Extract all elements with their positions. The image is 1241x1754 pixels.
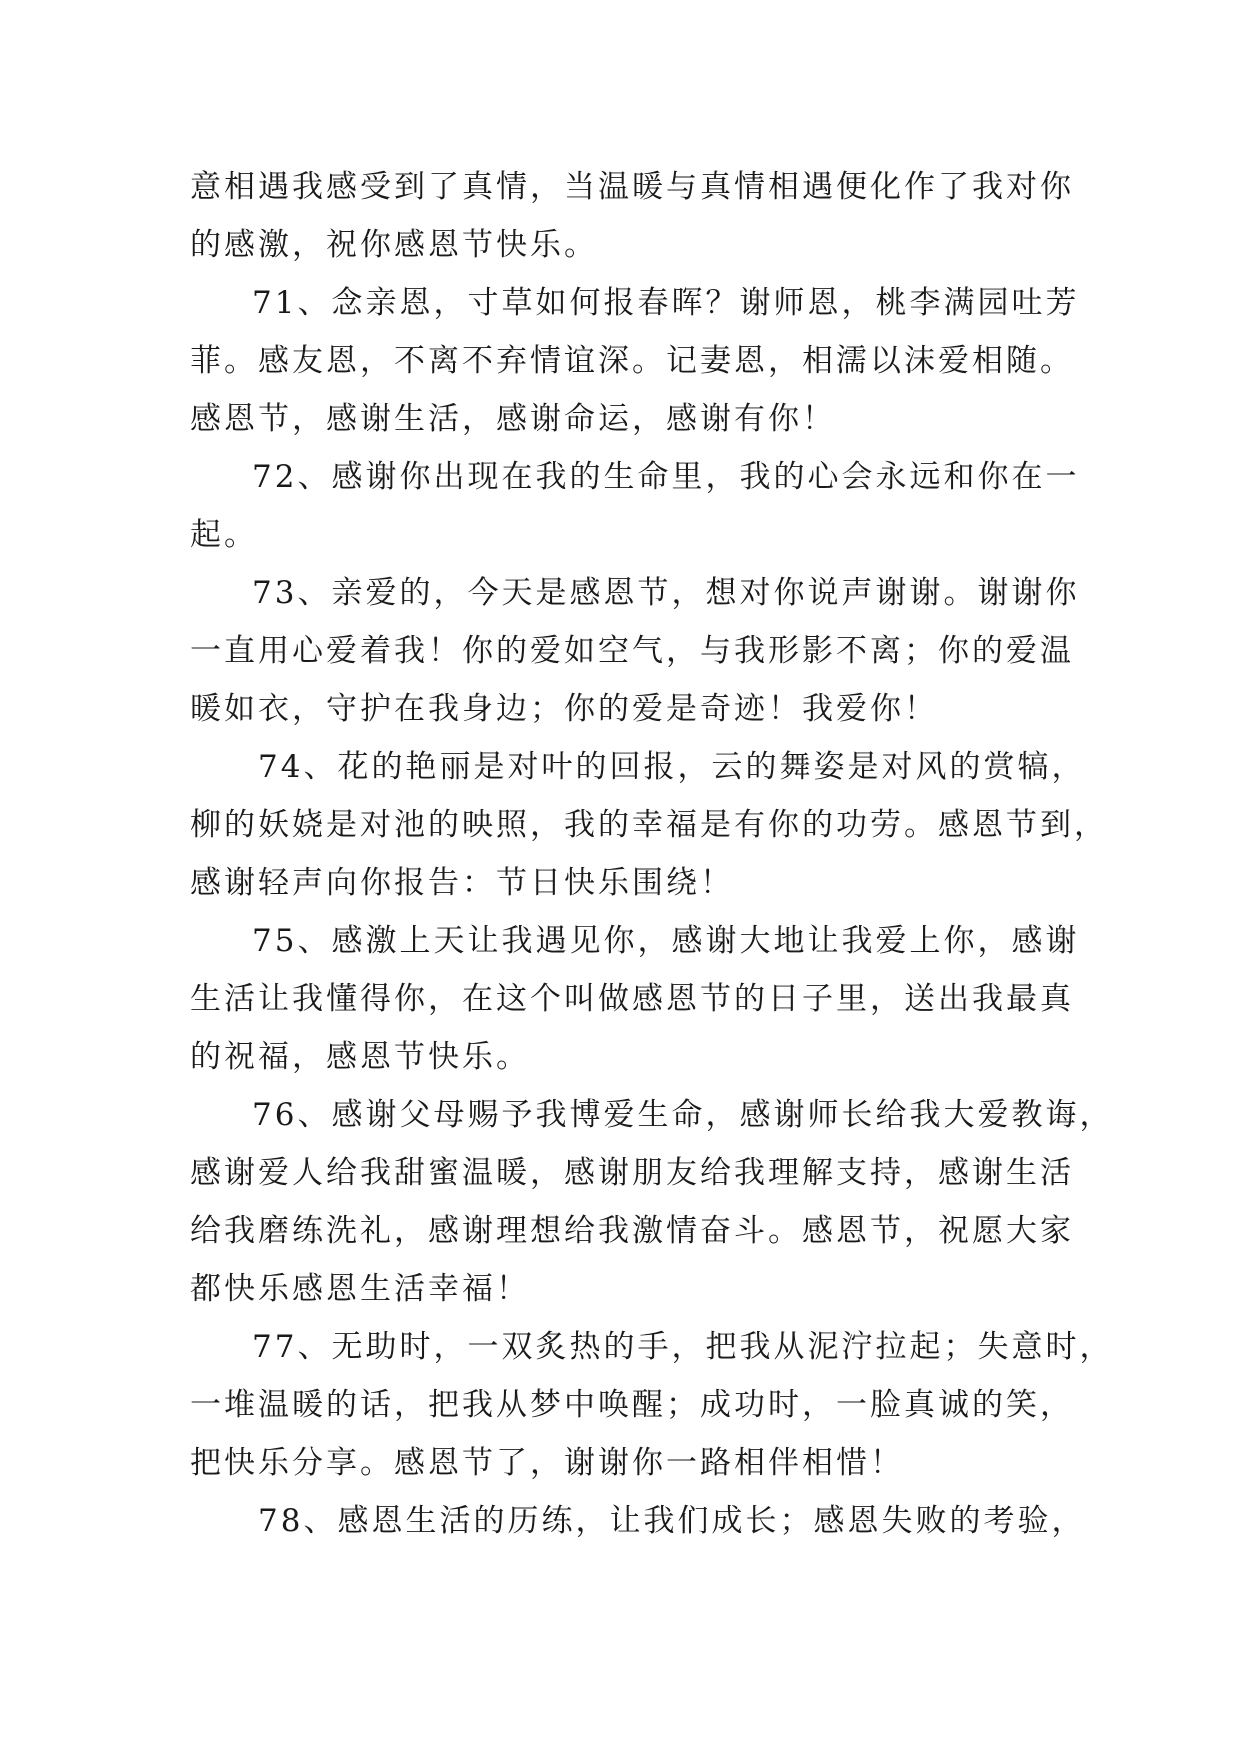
text-line: 把快乐分享。感恩节了，谢谢你一路相伴相惜！	[190, 1445, 904, 1481]
text-line: 感谢轻声向你报告：节日快乐围绕！	[190, 865, 734, 901]
text-line: 75、感激上天让我遇见你，感谢大地让我爱上你，感谢	[252, 923, 1080, 959]
text-line: 78、感恩生活的历练，让我们成长；感恩失败的考验，	[258, 1503, 1086, 1539]
paragraph-73	[190, 564, 1080, 738]
text-line: 74、花的艳丽是对叶的回报，云的舞姿是对风的赏犒，	[258, 749, 1086, 785]
text-line: 意相遇我感受到了真情，当温暖与真情相遇便化作了我对你	[190, 169, 1074, 205]
text-line: 感恩节，感谢生活，感谢命运，感谢有你！	[190, 401, 836, 437]
text-line: 柳的妖娆是对池的映照，我的幸福是有你的功劳。感恩节到，	[190, 807, 1108, 843]
text-line: 菲。感友恩，不离不弃情谊深。记妻恩，相濡以沫爱相随。	[190, 343, 1074, 379]
text-line: 起。	[190, 517, 258, 553]
paragraph-77	[190, 1318, 1114, 1492]
paragraph-71	[190, 274, 1080, 448]
text-line: 76、感谢父母赐予我博爱生命，感谢师长给我大爱教诲，	[252, 1097, 1114, 1133]
paragraph-72	[190, 448, 1080, 564]
text-line: 71、念亲恩，寸草如何报春晖？谢师恩，桃李满园吐芳	[252, 285, 1080, 321]
paragraph-75	[190, 912, 1080, 1086]
paragraph-76	[190, 1086, 1114, 1318]
paragraph-continuation	[190, 158, 1074, 274]
text-line: 一堆温暖的话，把我从梦中唤醒；成功时，一脸真诚的笑，	[190, 1387, 1074, 1423]
document-body	[190, 158, 1114, 1550]
text-line: 77、无助时，一双炙热的手，把我从泥泞拉起；失意时，	[252, 1329, 1114, 1365]
text-line: 感谢爱人给我甜蜜温暖，感谢朋友给我理解支持，感谢生活	[190, 1155, 1074, 1191]
text-line: 都快乐感恩生活幸福！	[190, 1271, 530, 1307]
text-line: 一直用心爱着我！你的爱如空气，与我形影不离；你的爱温	[190, 633, 1074, 669]
text-line: 暖如衣，守护在我身边；你的爱是奇迹！我爱你！	[190, 691, 938, 727]
text-line: 给我磨练洗礼，感谢理想给我激情奋斗。感恩节，祝愿大家	[190, 1213, 1074, 1249]
paragraph-78	[190, 1492, 1086, 1550]
text-line: 的祝福，感恩节快乐。	[190, 1039, 530, 1075]
text-line: 的感激，祝你感恩节快乐。	[190, 227, 598, 263]
text-line: 生活让我懂得你，在这个叫做感恩节的日子里，送出我最真	[190, 981, 1074, 1017]
text-line: 72、感谢你出现在我的生命里，我的心会永远和你在一	[252, 459, 1080, 495]
text-line: 73、亲爱的，今天是感恩节，想对你说声谢谢。谢谢你	[252, 575, 1080, 611]
paragraph-74	[190, 738, 1108, 912]
